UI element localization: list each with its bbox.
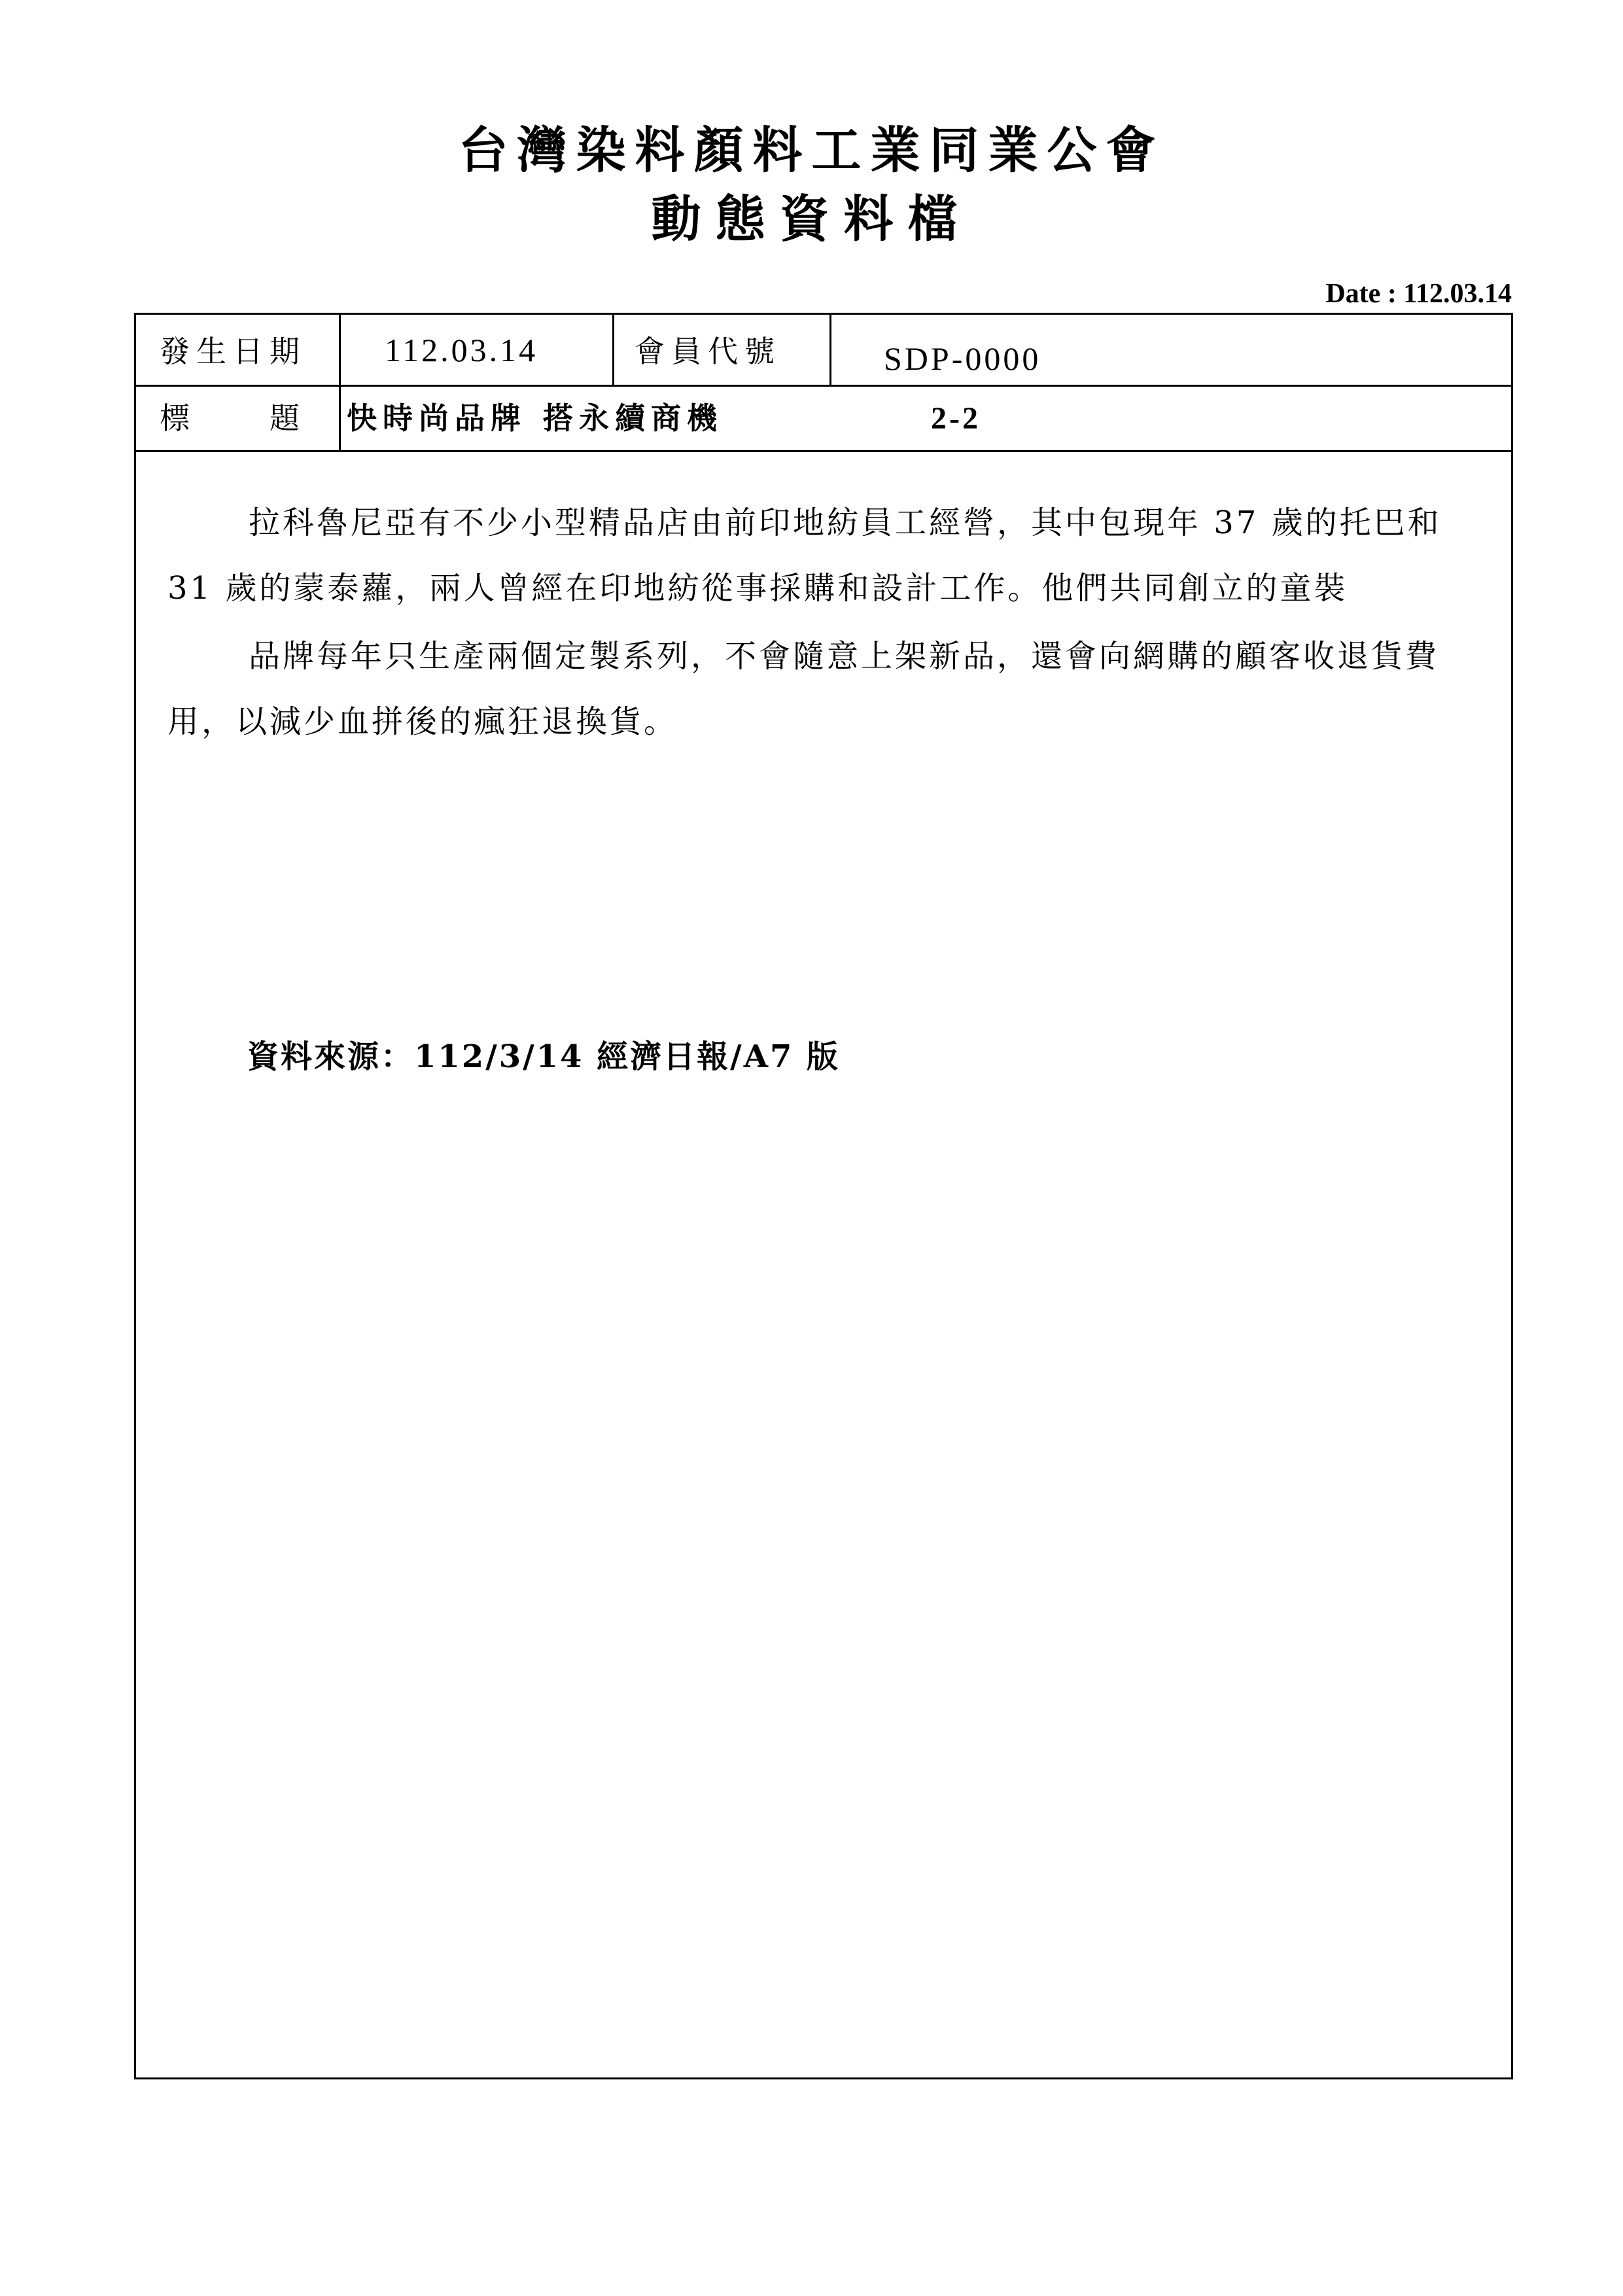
document-subtitle: 動態資料檔	[651, 190, 972, 248]
subject-label: 標 題	[160, 400, 306, 436]
article-paragraph	[167, 624, 1495, 754]
row-divider	[136, 385, 1511, 387]
member-code-label: 會員代號	[635, 334, 781, 369]
article-paragraph	[167, 490, 1495, 621]
column-divider	[829, 315, 831, 385]
subject-part: 2-2	[931, 401, 981, 436]
row-divider	[136, 450, 1511, 452]
column-divider	[612, 315, 614, 385]
document-title: 台灣染料顏料工業同業公會	[458, 121, 1165, 179]
source-citation: 資料來源：112/3/14 經濟日報/A7 版	[247, 1038, 841, 1075]
article-paragraph-text: 拉科魯尼亞有不少小型精品店由前印地紡員工經營，其中包現年 37 歲的托巴和 31 歲的蒙泰蘿，兩人曾經在印地紡從事採購和設計工作。他們共同創立的童裝	[167, 504, 1442, 607]
column-divider	[339, 315, 341, 452]
subject-value: 快時尚品牌 搭永續商機	[347, 400, 724, 436]
occurrence-date-label: 發生日期	[160, 334, 306, 369]
occurrence-date-value: 112.03.14	[385, 332, 538, 368]
article-paragraph-text: 品牌每年只生產兩個定製系列，不會隨意上架新品，還會向網購的顧客收退貨費用，以減少血拼後的瘋狂退換貨。	[167, 638, 1440, 740]
member-code-value: SDP-0000	[884, 340, 1041, 377]
record-form	[134, 313, 1513, 2079]
document-date: Date : 112.03.14	[1325, 279, 1512, 309]
